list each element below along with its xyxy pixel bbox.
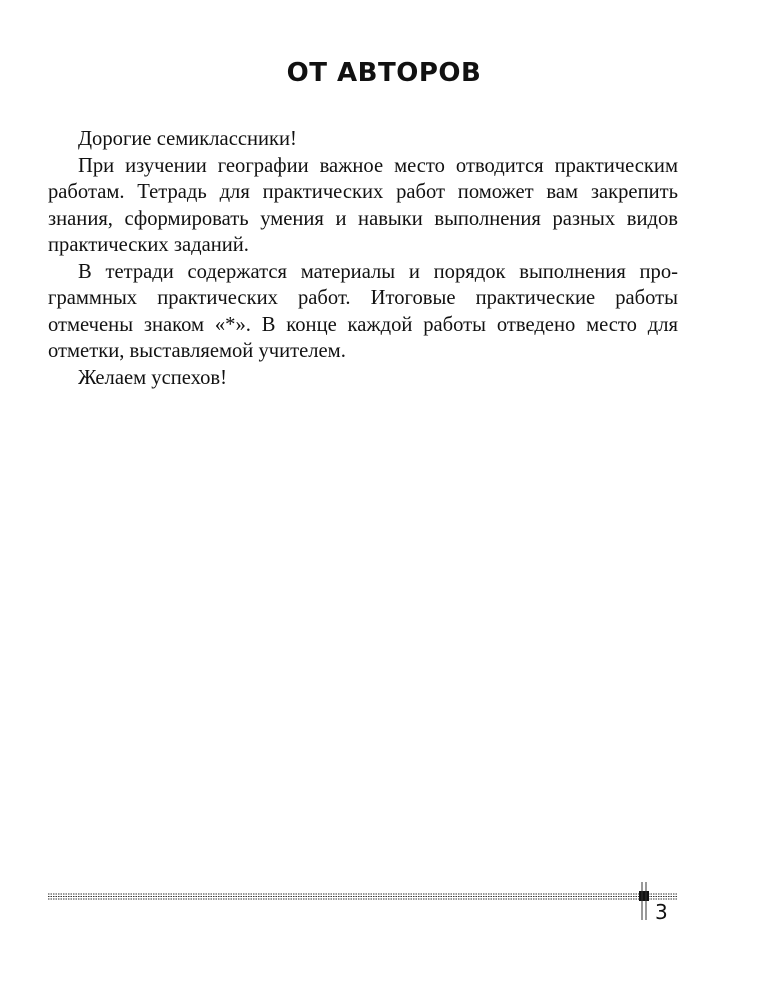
- body-text: [48, 126, 678, 391]
- page-heading: ОТ АВТОРОВ: [286, 58, 482, 88]
- paragraph-greeting: Дорогие семиклассники!: [78, 128, 297, 150]
- paragraph-contents: В тетради содержатся материалы и порядок выполнения программных практических работ. Итоговые практические работы отмечены знаком «*». В конце каждой работы отведено место для отметки, выставляемой учителем.: [48, 260, 678, 362]
- paragraph-closing: Желаем успехов!: [78, 366, 228, 389]
- footer-rule: [48, 880, 678, 920]
- page-number: 3: [655, 900, 668, 924]
- paragraph-intro: При изучении географии важное место отводится практическим работам. Тетрадь для практических работ поможет вам закрепить знания, сформировать умения и навыки выполнения разных видов практических заданий.: [48, 154, 678, 256]
- footer-marker-square: [639, 891, 649, 901]
